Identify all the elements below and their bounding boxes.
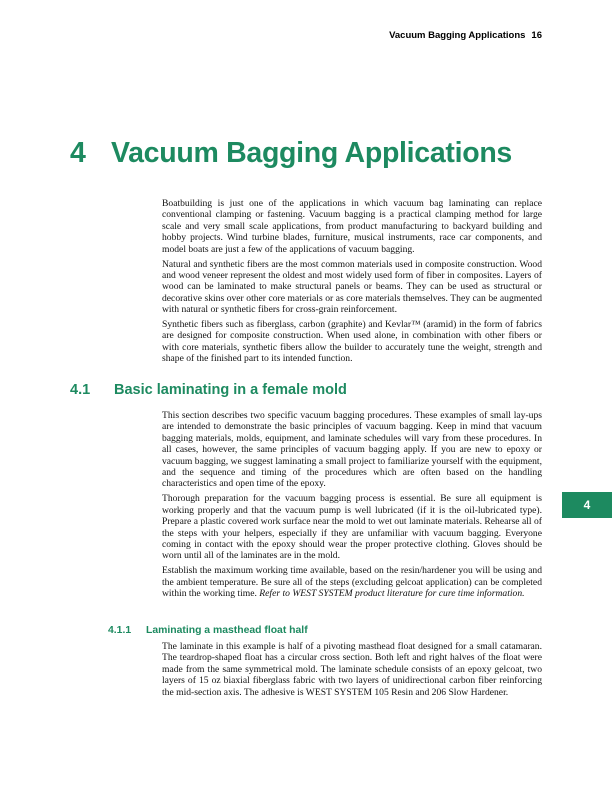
chapter-title-text: Vacuum Bagging Applications bbox=[111, 137, 512, 169]
cure-time-reference: Refer to WEST SYSTEM product literature for cure time information. bbox=[259, 588, 525, 600]
chapter-title bbox=[70, 137, 512, 170]
section-paragraph: Thorough preparation for the vacuum bagging process is essential. Be sure all equipment is working properly and that the vacuum pump is well lubricated (if it is the oil-lubricated type). Prepare a plastic covered work surface near the mold to wet out laminate materials. Rehearse all of the steps with your helpers, especially if they are unfamiliar with vacuum bagging. Everyone coming in contact with the epoxy should wear the proper protective clothing. Gloves should be worn until all of the laminates are in the mold. bbox=[162, 493, 542, 562]
subsection-heading-4-1-1 bbox=[108, 625, 308, 636]
intro-paragraph: Synthetic fibers such as fiberglass, carbon (graphite) and Kevlar™ (aramid) in the form of fabrics are designed for composite construction. When used alone, in combination with other fibers or with core materials, synthetic fibers allow the builder to accurately tune the weight, strength and shape of the finished part to its intended function. bbox=[162, 319, 542, 365]
intro-paragraph: Boatbuilding is just one of the applications in which vacuum bag laminating can replace conventional clamping or fastening. Vacuum bagging is a practical clamping method for large scale and very small scale applications, from product manufacturing to backyard building and hobby projects. Wind turbine blades, furniture, musical instruments, race car components, and model boats are just a few of the applications of vacuum bagging. bbox=[162, 198, 542, 255]
subsection-paragraph: The laminate in this example is half of a pivoting masthead float designed for a small catamaran. The teardrop-shaped float has a circular cross section. Both left and right halves of the float were made from the same symmetrical mold. The laminate schedule consists of an epoxy gelcoat, two layers of 15 oz biaxial fiberglass fabric with two layers of unidirectional carbon fiber reinforcing the mid-section axis. The adhesive is WEST SYSTEM 105 Resin and 206 Slow Hardener. bbox=[162, 641, 542, 698]
section-paragraph-last bbox=[162, 565, 542, 599]
section-4-1-body bbox=[162, 410, 542, 603]
page-number: 16 bbox=[531, 30, 542, 41]
chapter-intro bbox=[162, 198, 542, 368]
running-header bbox=[389, 30, 542, 41]
intro-paragraph: Natural and synthetic fibers are the most common materials used in composite construction. Wood and wood veneer represent the oldest and most widely used form of fiber in composites. Layers of wood can be laminated to make structural panels or beams. They can be used as structural or decorative skins over other core materials or as core materials themselves. They can be augmented with natural or synthetic fibers for cross-grain reinforcement. bbox=[162, 258, 542, 316]
subsection-title: Laminating a masthead float half bbox=[146, 625, 308, 636]
subsection-4-1-1-body bbox=[162, 641, 542, 702]
section-title: Basic laminating in a female mold bbox=[114, 382, 347, 398]
section-heading-4-1 bbox=[70, 382, 347, 398]
section-number: 4.1 bbox=[70, 382, 91, 398]
subsection-number: 4.1.1 bbox=[108, 625, 132, 636]
section-paragraph-text: Establish the maximum working time available, based on the resin/hardener you will be using and the ambient temperature. Be sure all of the steps (excluding gelcoat application) can be completed within the working time. bbox=[162, 565, 542, 600]
section-paragraph: This section describes two specific vacuum bagging procedures. These examples of small lay-ups are intended to demonstrate the basic principles of vacuum bagging. Keep in mind that vacuum bagging materials, molds, equipment, and laminate schedules will vary from these procedures. In all cases, however, the same principles of vacuum bagging apply. If you are new to epoxy or vacuum bagging, we suggest laminating a small project to familiarize yourself with the equipment, and the sequence and timing of the procedures which are often based on the handling characteristics and open time of the epoxy. bbox=[162, 410, 542, 490]
running-header-title: Vacuum Bagging Applications bbox=[389, 30, 526, 41]
chapter-number: 4 bbox=[70, 137, 86, 169]
chapter-side-tab: 4 bbox=[562, 492, 612, 518]
